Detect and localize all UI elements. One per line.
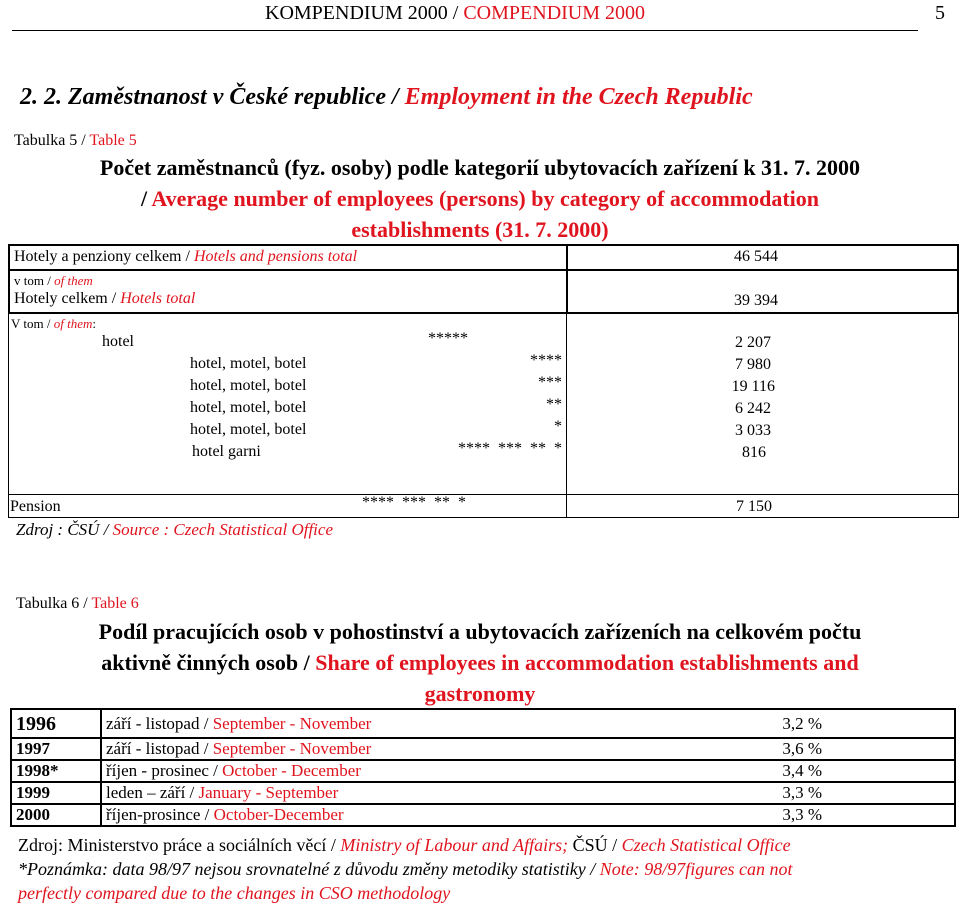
table6-note-line2: perfectly compared due to the changes in CSO methodology [18,883,451,903]
row-value: 19 116 [731,378,775,395]
table5-label-cs: Tabulka 5 / [14,132,90,149]
row-name: hotel, motel, botel [190,399,307,416]
table-row [11,782,955,804]
table5-label [14,132,137,150]
hotels-total-en: Hotels total [120,290,196,307]
section-title-en: Employment in the Czech Republic [404,84,753,110]
of-them2-en: of them [53,316,93,331]
total-label-en: Hotels and pensions total [193,248,358,265]
table5-label-en: Table 5 [89,132,137,149]
table6-title-en: Share of employees in accommodation establishments and [315,650,859,675]
table6-source-en1: Ministry of Labour and Affairs; [340,835,573,855]
table-row [11,738,955,760]
table5-title-line3: establishments (31. 7. 2000) [351,217,609,242]
table6-source-cs2: ČSÚ / [572,835,622,855]
period-en: October-December [213,805,344,824]
of-them-en: of them [54,273,93,288]
of-them2-cs: V tom / [11,316,54,331]
of-them-cs: v tom / [14,273,55,288]
row-stars: ***** [428,330,468,347]
header-title-en: COMPENDIUM 2000 [463,2,646,24]
left-rule [8,312,9,518]
total-label [14,248,357,266]
period-cs: říjen-prosince / [106,805,214,824]
of-them2-colon: : [92,316,97,331]
year-cell: 1997 [11,738,101,760]
pension-label: Pension [10,498,61,515]
table5-title-prefix: / [140,186,152,211]
section-title-cs: Zaměstnanost v České republice / [68,84,405,110]
table6-title [0,616,960,709]
table5-title-en: Average number of employees (persons) by category of accommodation [151,186,820,211]
table6-note [18,859,793,880]
table5-title-line1: Počet zaměstnanců (fyz. osoby) podle kategorií ubytovacích zařízení k 31. 7. 2000 [99,155,861,180]
table6-label-en: Table 6 [91,595,139,612]
period-cell [101,782,738,804]
table-row [11,804,955,826]
row-value: 6 242 [735,400,771,417]
period-cs: říjen - prosinec / [106,761,223,780]
pension-stars: **** *** ** * [362,494,466,511]
row-stars: * [554,418,562,435]
period-cs: září - listopad / [106,713,213,733]
pension-value: 7 150 [736,498,772,515]
table6 [10,708,956,827]
year-cell: 2000 [11,804,101,826]
row-name: hotel [102,333,134,350]
value-cell: 3,6 % [738,738,955,760]
period-en: September - November [212,713,372,733]
header-rule [12,30,918,31]
row-value: 2 207 [735,334,771,351]
value-cell: 3,4 % [738,760,955,782]
table6-source-cs: Zdroj: Ministerstvo práce a sociálních věcí / [18,835,341,855]
total-label-cs: Hotely a penziony celkem / [14,248,194,265]
year-cell: 1999 [11,782,101,804]
year-cell: 1998* [11,760,101,782]
hotels-total-value: 39 394 [734,292,778,309]
period-en: October - December [222,761,361,780]
section-heading [20,84,753,111]
of-them-label [14,273,93,289]
row-name: hotel, motel, botel [190,421,307,438]
table6-note-en1: Note: 98/97figures can not [599,859,793,879]
table5-source-en: Source : Czech Statistical Office [112,520,333,539]
period-cell [101,738,738,760]
table6-title-cs: aktivně činných osob / [101,650,316,675]
table6-source [18,835,791,856]
period-cell [101,804,738,826]
period-en: January - September [198,783,339,802]
table5-title-line2 [0,183,960,214]
table6-label [16,595,139,613]
table-row [11,760,955,782]
table6-label-cs: Tabulka 6 / [16,595,92,612]
running-header [265,2,645,25]
page-number: 5 [935,2,945,24]
row-stars: **** [530,352,562,369]
row-name: hotel, motel, botel [190,355,307,372]
row-stars: *** [538,374,562,391]
pension-top-rule [8,494,959,495]
pension-bottom-rule [8,517,959,518]
table6-note-cs: *Poznámka: data 98/97 nejsou srovnatelné z důvodu změny metodiky statistiky / [18,859,600,879]
table5-title [0,152,960,245]
value-cell: 3,3 % [738,782,955,804]
period-cell [101,760,738,782]
table6-title-line3: gastronomy [424,681,536,706]
period-cs: září - listopad / [106,739,213,758]
row-name: hotel garni [192,443,261,460]
table6-source-en2: Czech Statistical Office [621,835,791,855]
row-stars: ** [546,396,562,413]
of-them2-label [11,316,96,332]
row-value: 7 980 [735,356,771,373]
table6-title-line1: Podíl pracujících osob v pohostinství a ubytovacích zařízeních na celkovém počtu [98,619,862,644]
row-value: 3 033 [735,422,771,439]
header-title-cs: KOMPENDIUM 2000 / [265,2,464,24]
mid-rule [566,312,567,518]
section-number: 2. 2. [20,84,68,110]
hotels-total-cs: Hotely celkem / [14,290,121,307]
total-value: 46 544 [734,248,778,265]
table5 [8,244,959,518]
table-row [11,709,955,738]
value-cell: 3,2 % [738,709,955,738]
year-cell: 1996 [11,709,101,738]
table5-source-cs: Zdroj : ČSÚ / [16,520,113,539]
row-stars: **** *** ** * [458,440,562,457]
period-cs: leden – září / [106,783,199,802]
row-value: 816 [742,444,766,461]
hotels-total-label [14,290,195,308]
period-en: September - November [212,739,372,758]
row-name: hotel, motel, botel [190,377,307,394]
right-rule [958,312,959,518]
table5-source [16,520,333,540]
value-cell: 3,3 % [738,804,955,826]
table6-title-line2 [0,647,960,678]
period-cell [101,709,738,738]
